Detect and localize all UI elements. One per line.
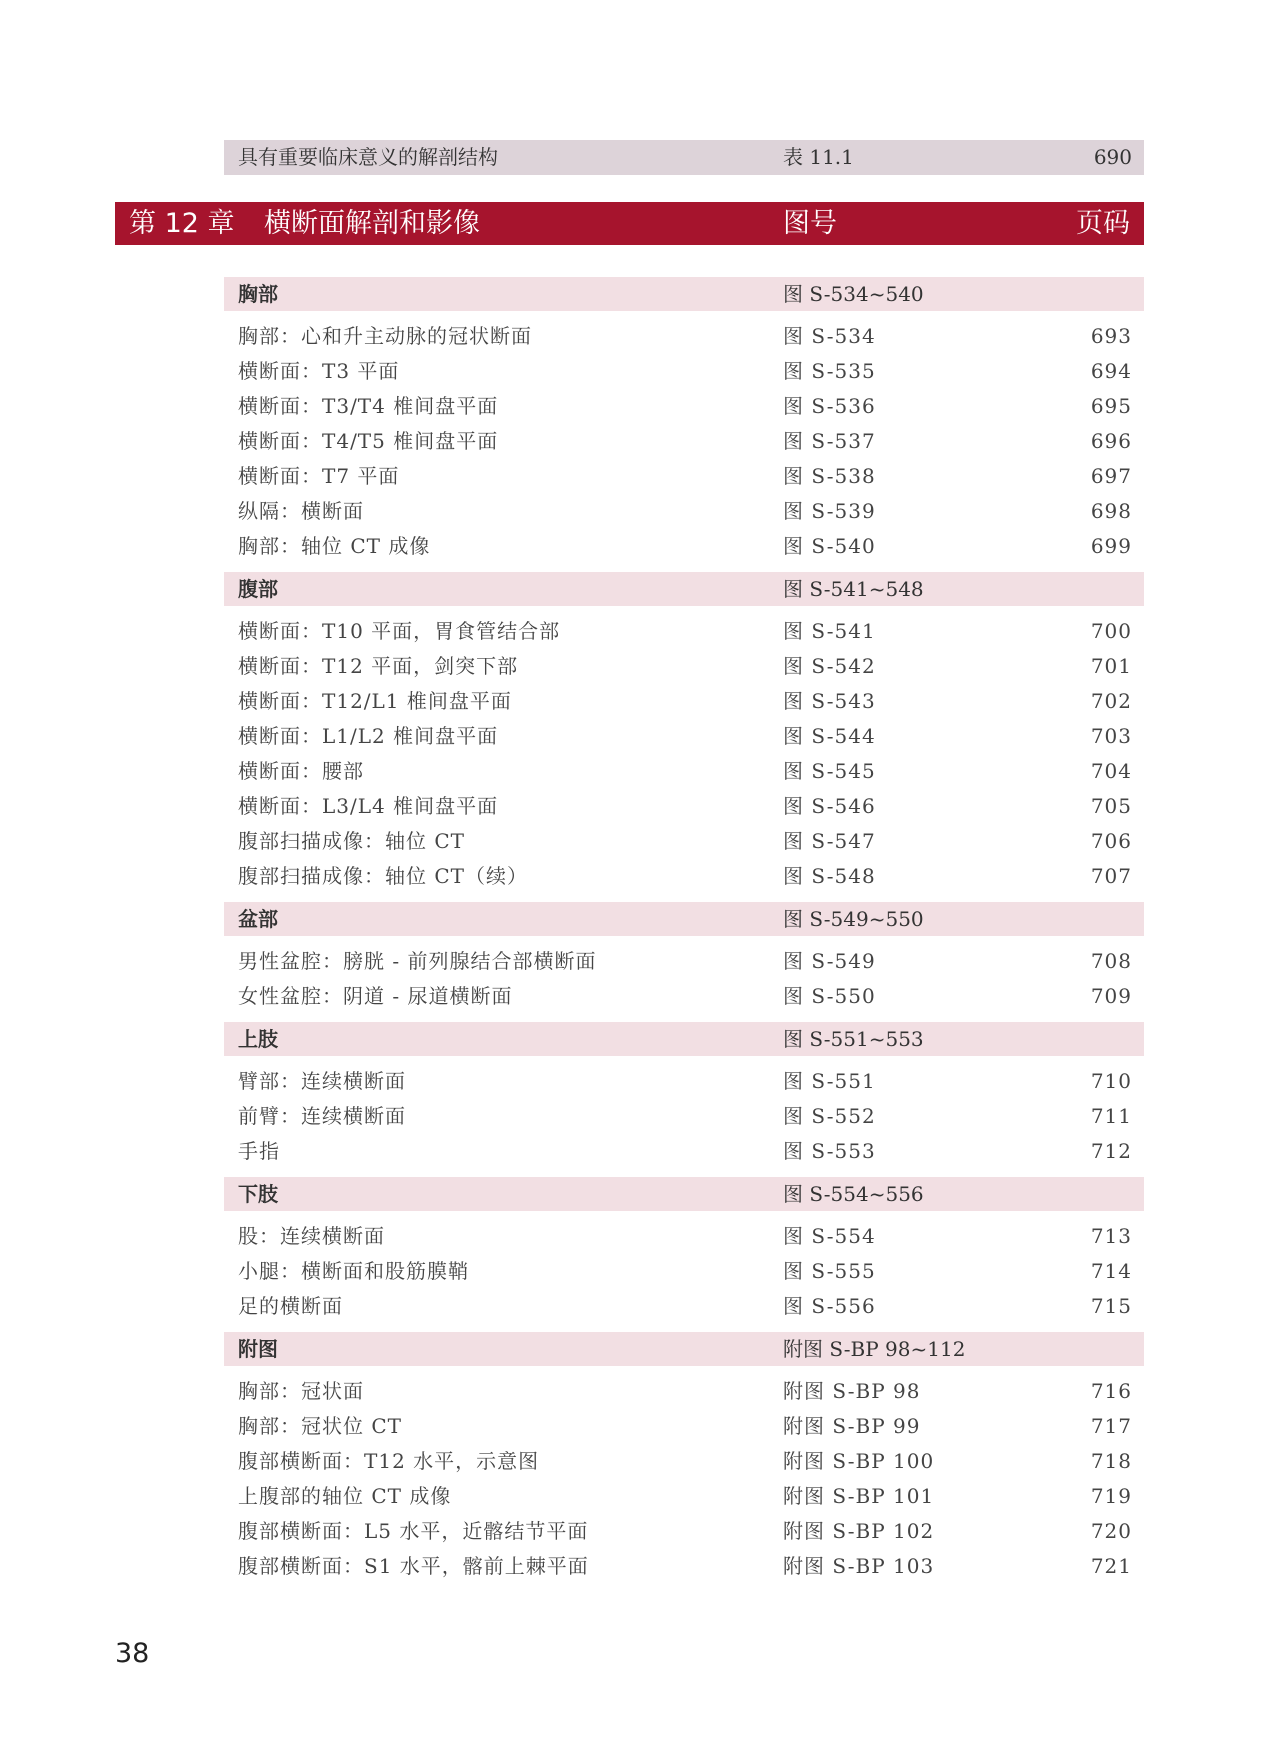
entry-page: 719: [1090, 1484, 1132, 1508]
section-figure-range: 图 S-541~548: [783, 577, 924, 601]
section-title: 下肢: [238, 1182, 278, 1206]
entry-page: 695: [1090, 394, 1132, 418]
toc-section: [224, 1022, 1144, 1169]
toc-entry[interactable]: [224, 1549, 1144, 1584]
toc-entry[interactable]: [224, 649, 1144, 684]
entry-figure: 图 S-548: [783, 864, 876, 888]
section-header: [224, 277, 1144, 311]
toc-entry[interactable]: [224, 319, 1144, 354]
entry-page: 715: [1090, 1294, 1132, 1318]
page-number: 38: [115, 1638, 150, 1669]
entry-label: 横断面：T12/L1 椎间盘平面: [238, 689, 512, 713]
entry-figure: 附图 S-BP 99: [783, 1414, 921, 1438]
entry-figure: 图 S-539: [783, 499, 876, 523]
toc-entry[interactable]: [224, 1219, 1144, 1254]
toc-entry[interactable]: [224, 824, 1144, 859]
entry-figure: 图 S-535: [783, 359, 876, 383]
entry-label: 横断面：T7 平面: [238, 464, 400, 488]
toc-entry[interactable]: [224, 494, 1144, 529]
entry-label: 股：连续横断面: [238, 1224, 385, 1248]
toc-entry[interactable]: [224, 459, 1144, 494]
entry-page: 709: [1090, 984, 1132, 1008]
entry-label: 纵隔：横断面: [238, 499, 364, 523]
entry-label: 足的横断面: [238, 1294, 343, 1318]
entry-page: 702: [1090, 689, 1132, 713]
entry-label: 臂部：连续横断面: [238, 1069, 406, 1093]
entry-label: 女性盆腔：阴道 - 尿道横断面: [238, 984, 513, 1008]
entry-figure: 图 S-549: [783, 949, 876, 973]
section-title: 腹部: [238, 577, 278, 601]
entry-figure: 图 S-551: [783, 1069, 876, 1093]
chapter-header: [115, 202, 1144, 245]
entry-page: 710: [1090, 1069, 1132, 1093]
toc-section: [224, 572, 1144, 894]
entry-figure: 图 S-541: [783, 619, 876, 643]
figure-column-header: 图号: [783, 208, 837, 239]
toc-entry[interactable]: [224, 529, 1144, 564]
entry-figure: 图 S-542: [783, 654, 876, 678]
entry-label: 小腿：横断面和股筋膜鞘: [238, 1259, 469, 1283]
toc-entry[interactable]: [224, 754, 1144, 789]
entry-page: 708: [1090, 949, 1132, 973]
section-header: [224, 572, 1144, 606]
toc-entry[interactable]: [224, 979, 1144, 1014]
toc-entry[interactable]: [224, 684, 1144, 719]
entry-label: 横断面：T4/T5 椎间盘平面: [238, 429, 499, 453]
entry-label: 横断面：T3/T4 椎间盘平面: [238, 394, 499, 418]
toc-entry[interactable]: [224, 1289, 1144, 1324]
entry-figure: 图 S-538: [783, 464, 876, 488]
section-figure-range: 图 S-534~540: [783, 282, 924, 306]
entry-label: 横断面：T12 平面，剑突下部: [238, 654, 519, 678]
entry-page: 699: [1090, 534, 1132, 558]
entry-figure: 图 S-554: [783, 1224, 876, 1248]
section-figure-range: 图 S-554~556: [783, 1182, 924, 1206]
entry-figure: 图 S-545: [783, 759, 876, 783]
toc-section: [224, 1332, 1144, 1584]
entry-page: 700: [1090, 619, 1132, 643]
entry-page: 716: [1090, 1379, 1132, 1403]
entry-figure: 图 S-553: [783, 1139, 876, 1163]
entry-label: 横断面：T10 平面，胃食管结合部: [238, 619, 561, 643]
entry-figure: 附图 S-BP 102: [783, 1519, 935, 1543]
section-header: [224, 1177, 1144, 1211]
section-header: [224, 1332, 1144, 1366]
entry-figure: 附图 S-BP 101: [783, 1484, 935, 1508]
entry-page: 703: [1090, 724, 1132, 748]
section-header: [224, 1022, 1144, 1056]
entry-figure: 图 S-537: [783, 429, 876, 453]
toc-entry[interactable]: [224, 719, 1144, 754]
toc-sections: [224, 277, 1144, 1592]
previous-chapter-last-row: [224, 140, 1144, 175]
entry-figure: 图 S-543: [783, 689, 876, 713]
entry-label: 腹部横断面：S1 水平，髂前上棘平面: [238, 1554, 589, 1578]
toc-entry[interactable]: [224, 1479, 1144, 1514]
row-title: 具有重要临床意义的解剖结构: [238, 145, 498, 169]
section-title: 盆部: [238, 907, 278, 931]
page-column-header: 页码: [1076, 208, 1130, 239]
entry-page: 717: [1090, 1414, 1132, 1438]
entry-label: 胸部：冠状位 CT: [238, 1414, 402, 1438]
entry-figure: 附图 S-BP 103: [783, 1554, 935, 1578]
entry-figure: 图 S-550: [783, 984, 876, 1008]
chapter-number: 第 12 章: [129, 208, 235, 239]
toc-section: [224, 1177, 1144, 1324]
section-figure-range: 图 S-551~553: [783, 1027, 924, 1051]
toc-entry[interactable]: [224, 1514, 1144, 1549]
entry-label: 腹部扫描成像：轴位 CT（续）: [238, 864, 528, 888]
entry-figure: 图 S-555: [783, 1259, 876, 1283]
entry-figure: 图 S-540: [783, 534, 876, 558]
toc-entry[interactable]: [224, 1374, 1144, 1409]
entry-page: 712: [1090, 1139, 1132, 1163]
entry-label: 腹部扫描成像：轴位 CT: [238, 829, 465, 853]
entry-page: 713: [1090, 1224, 1132, 1248]
entry-page: 711: [1090, 1104, 1132, 1128]
entry-page: 693: [1090, 324, 1132, 348]
entry-figure: 图 S-552: [783, 1104, 876, 1128]
entry-page: 721: [1090, 1554, 1132, 1578]
entry-label: 男性盆腔：膀胱 - 前列腺结合部横断面: [238, 949, 597, 973]
section-figure-range: 附图 S-BP 98~112: [783, 1337, 966, 1361]
entry-label: 前臂：连续横断面: [238, 1104, 406, 1128]
entry-page: 704: [1090, 759, 1132, 783]
section-figure-range: 图 S-549~550: [783, 907, 924, 931]
toc-entry[interactable]: [224, 389, 1144, 424]
entry-page: 718: [1090, 1449, 1132, 1473]
entry-label: 胸部：心和升主动脉的冠状断面: [238, 324, 532, 348]
entry-figure: 图 S-534: [783, 324, 876, 348]
entry-page: 697: [1090, 464, 1132, 488]
section-title: 胸部: [238, 282, 278, 306]
toc-entry[interactable]: [224, 424, 1144, 459]
entry-page: 706: [1090, 829, 1132, 853]
entry-figure: 图 S-547: [783, 829, 876, 853]
entry-page: 705: [1090, 794, 1132, 818]
toc-entry[interactable]: [224, 1134, 1144, 1169]
entry-figure: 图 S-546: [783, 794, 876, 818]
entry-label: 胸部：冠状面: [238, 1379, 364, 1403]
toc-entry[interactable]: [224, 354, 1144, 389]
section-header: [224, 902, 1144, 936]
entry-page: 694: [1090, 359, 1132, 383]
entry-label: 腹部横断面：T12 水平，示意图: [238, 1449, 540, 1473]
toc-entry[interactable]: [224, 789, 1144, 824]
chapter-title: 横断面解剖和影像: [264, 208, 480, 239]
entry-figure: 图 S-556: [783, 1294, 876, 1318]
entry-label: 上腹部的轴位 CT 成像: [238, 1484, 452, 1508]
toc-entry[interactable]: [224, 1064, 1144, 1099]
entry-figure: 附图 S-BP 100: [783, 1449, 935, 1473]
row-page: 690: [1093, 145, 1132, 169]
toc-entry[interactable]: [224, 944, 1144, 979]
toc-section: [224, 277, 1144, 564]
entry-page: 698: [1090, 499, 1132, 523]
entry-label: 胸部：轴位 CT 成像: [238, 534, 431, 558]
entry-page: 707: [1090, 864, 1132, 888]
section-title: 上肢: [238, 1027, 278, 1051]
section-title: 附图: [238, 1337, 278, 1361]
entry-figure: 图 S-544: [783, 724, 876, 748]
row-figure: 表 11.1: [783, 145, 854, 169]
entry-page: 720: [1090, 1519, 1132, 1543]
entry-page: 696: [1090, 429, 1132, 453]
entry-label: 横断面：L1/L2 椎间盘平面: [238, 724, 499, 748]
entry-label: 手指: [238, 1139, 280, 1163]
entry-label: 腹部横断面：L5 水平，近髂结节平面: [238, 1519, 589, 1543]
entry-label: 横断面：腰部: [238, 759, 364, 783]
toc-section: [224, 902, 1144, 1014]
entry-label: 横断面：T3 平面: [238, 359, 400, 383]
toc-entry[interactable]: [224, 1099, 1144, 1134]
toc-entry[interactable]: [224, 1444, 1144, 1479]
entry-page: 714: [1090, 1259, 1132, 1283]
toc-entry[interactable]: [224, 614, 1144, 649]
toc-entry[interactable]: [224, 859, 1144, 894]
entry-page: 701: [1090, 654, 1132, 678]
entry-figure: 附图 S-BP 98: [783, 1379, 921, 1403]
entry-figure: 图 S-536: [783, 394, 876, 418]
entry-label: 横断面：L3/L4 椎间盘平面: [238, 794, 499, 818]
toc-entry[interactable]: [224, 1254, 1144, 1289]
toc-entry[interactable]: [224, 1409, 1144, 1444]
